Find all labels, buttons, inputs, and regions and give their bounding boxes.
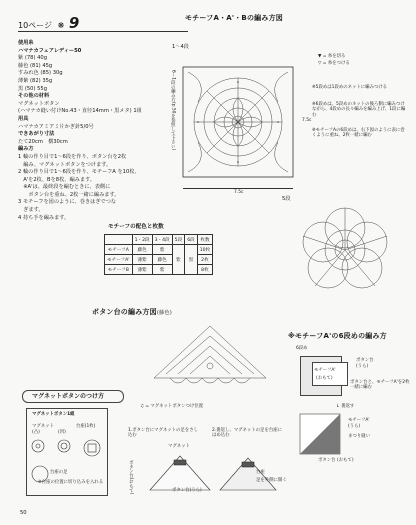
seat-leg-label: 台座の足 [50, 470, 68, 475]
table-row [105, 245, 213, 255]
a-prime-base-box [312, 362, 348, 386]
materials-line: その他の材料 [18, 93, 50, 100]
note-round5: ※5段めは1段めのネットに編みつける [312, 85, 388, 90]
table-cell: モチーフA' [105, 255, 133, 265]
magnet-note: ※台座の位置に切り込みを入れる [38, 480, 104, 485]
table-cell: 2枚 [197, 255, 212, 265]
legend-cut: ▼ = 糸を切る [318, 54, 346, 59]
folio: 50 [20, 510, 27, 516]
label-base-front: ボタン台(おもて) [128, 460, 134, 495]
materials-line: マグネットボタン [18, 100, 60, 107]
table-cell: 紫 [152, 265, 172, 275]
page-ref: 10ページ [18, 21, 53, 30]
header-cell: 3・4段 [152, 235, 172, 245]
header-cell: 枚数 [197, 235, 212, 245]
header-rule [18, 31, 188, 32]
a-prime-motif-label: モチーフA' [314, 368, 336, 373]
round5-label: 5段 [282, 196, 291, 202]
page-header [18, 14, 79, 32]
magnet-part-label: マグネット [32, 424, 54, 429]
a-prime-fold-label: ↓ 裏返す [336, 404, 355, 409]
table-cell: 紫 [152, 245, 172, 255]
label-seat: 台座 [256, 470, 265, 475]
materials-line: できあがり寸法 [18, 131, 55, 138]
materials-line: 藤色 (81) 45g [18, 62, 53, 69]
header-cell [105, 235, 133, 245]
table-cell: 薄紫 [132, 265, 152, 275]
table-cell: 藤色 [152, 255, 172, 265]
height-label: 7.5c [302, 118, 312, 123]
materials-column [18, 40, 178, 222]
page-number: 9 [68, 14, 80, 32]
table-cell: 10枚 [197, 245, 212, 255]
legend-join: ▽ = 糸をつける [318, 61, 350, 66]
materials-line: 編み、マグネットボタンをつけます。 [18, 161, 112, 168]
materials-line: 2 輪の作り目で1〜6段を作り、モチーフA を10枚、 [18, 169, 140, 176]
materials-line: A'を2枚、Bを8枚、編みます。 [18, 176, 95, 183]
label-fold: 足を外側に開く [256, 478, 287, 483]
magnet-set-title: マグネットボタン1組 [32, 412, 75, 417]
color-table-header-row [105, 235, 213, 245]
materials-line: たて20cm 横30cm [18, 138, 68, 145]
width-dimension-line [183, 188, 293, 189]
materials-line: 3 モチーフを図のように、巻きはぎでつな [18, 199, 117, 206]
page-symbol: ❋ [57, 21, 65, 30]
a-prime-base-front: ボタン台 (おもて) [318, 458, 354, 463]
materials-line: (ハマナカ縫い付けNo.43・直径14mm・黒メタ) 1組 [18, 108, 142, 115]
magnet-steps-diagram [130, 446, 290, 496]
table-cell: 黒 [185, 245, 198, 275]
header-cell: 5段 [172, 235, 185, 245]
round5-flower-diagram [290, 200, 400, 300]
materials-line: 紫 (78) 40g [18, 55, 48, 62]
materials-line: すみれ色 (85) 30g [18, 70, 63, 77]
motif-square-diagram [178, 62, 303, 187]
header-cell: 6段 [185, 235, 198, 245]
table-cell: 紫 [172, 245, 185, 275]
magnet-concave-label: (凹) [58, 430, 66, 435]
table-cell: モチーフA [105, 245, 133, 255]
color-table [104, 234, 213, 275]
a-prime-base-label: ボタン台 [356, 358, 374, 363]
table-row [105, 265, 213, 275]
position-note: ♫ = マグネットボタンつけ位置 [140, 404, 204, 409]
materials-line: 用具 [18, 115, 29, 122]
a-prime-stitch-label: まつり縫い [348, 434, 370, 439]
magnet-convex-label: (凸) [32, 430, 40, 435]
color-table-title: モチーフの配色と枚数 [108, 224, 164, 230]
materials-line: ※A'は、最終段を編むときに、表側に [18, 184, 111, 191]
magnet-step-2: 2.裏返し、マグネットの足を台座にはめ込む [212, 428, 283, 439]
table-cell: 8枚 [197, 265, 212, 275]
magnet-title: マグネットボタンのつけ方 [32, 393, 104, 400]
table-cell: 薄紫 [132, 255, 152, 265]
button-base-diagram [150, 322, 270, 392]
materials-line: 薄紫 (82) 35g [18, 77, 53, 84]
a-prime-base-sub: (うら) [356, 364, 369, 369]
label-base-back: ボタン台(うら) [172, 488, 202, 493]
width-label: 7.5c [234, 190, 244, 195]
a-prime-title: ※モチーフA'の6段めの編み方 [288, 332, 387, 340]
a-prime-motif-label-2: モチーフA' [348, 418, 370, 423]
materials-line: 使用糸 [18, 40, 34, 46]
materials-line: ハマナカフェアレディー50 [18, 47, 82, 54]
label-magnet: マグネット [168, 444, 190, 449]
magnet-step-1: 1.ボタン台にマグネットの足をさし込む [128, 428, 199, 439]
note-round6: ※6段めは、5段めのネットの後ろ側に編みつけながら、4段めの長々編みを編み上げ、1段に編む [312, 102, 406, 118]
rounds-label: 1〜4段 [172, 44, 189, 50]
table-cell: モチーフB [105, 265, 133, 275]
a-prime-note: ボタン台と、モチーフA'を2枚一緒に編む [350, 380, 410, 391]
materials-line: 編み方 [18, 146, 34, 153]
a-prime-front-label-2: (うら) [348, 424, 361, 429]
note-motif-a: ※モチーフAの6段めは、右下図のように表に巻くように重ね、2枚一緒に編む [312, 128, 405, 139]
side-note: 6〜1段の編み方(p.50を参照して下さい) [170, 70, 176, 151]
a-prime-folded-diagram [300, 414, 340, 454]
motif-chart-title: モチーフA・A'・Bの編み方図 [185, 14, 283, 22]
materials-line: 4 持ち手を編みます。 [18, 214, 70, 221]
materials-line: 1 輪の作り目で1〜6段を作り、ボタン台を2枚 [18, 153, 127, 160]
materials-line: ハマナカアミアミ片かぎ針5/0号 [18, 123, 94, 130]
materials-line: ぎます。 [18, 207, 44, 214]
button-base-title: ボタン台の編み方図(藤色) [92, 308, 173, 316]
table-row [105, 255, 213, 265]
header-cell: 1・2段 [132, 235, 152, 245]
table-cell: 藤色 [132, 245, 152, 255]
a-prime-front-label: (おもて) [316, 376, 333, 381]
a-prime-round-label: 6段め [296, 346, 308, 351]
seat-part-label: 台座(1枚) [76, 424, 96, 429]
materials-line: ボタン台を重ね、2枚一緒に編みます。 [18, 191, 120, 198]
materials-line: 黒 (50) 55g [18, 85, 48, 92]
